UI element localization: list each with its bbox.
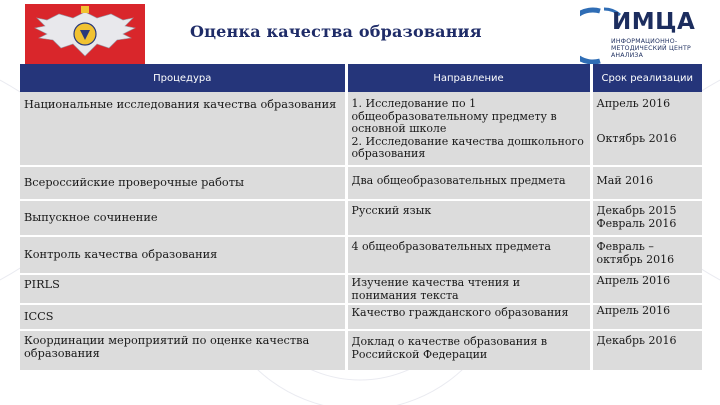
direction-cell: Качество гражданского образования <box>346 304 591 330</box>
table-row <box>20 92 702 166</box>
term-cell: Декабрь 2016 <box>591 330 702 370</box>
procedure-cell: Контроль качества образования <box>20 236 346 274</box>
term-cell <box>591 236 702 274</box>
term-cell <box>591 200 702 236</box>
term-text: Февраль – <box>596 240 654 253</box>
quality-assessment-table <box>20 64 702 370</box>
procedure-cell: Координации мероприятий по оценке качества образования <box>20 330 346 370</box>
page-title: Оценка качества образования <box>190 22 482 41</box>
direction-text: 1. Исследование по 1 общеобразовательному предмету в основной школе <box>351 97 557 135</box>
term-cell: Май 2016 <box>591 166 702 200</box>
procedure-cell: PIRLS <box>20 274 346 304</box>
term-text: октябрь 2016 <box>596 252 675 266</box>
procedure-cell: Выпускное сочинение <box>20 200 346 236</box>
rosobrnadzor-emblem <box>25 4 145 64</box>
table-row <box>20 304 702 330</box>
direction-cell: Два общеобразовательных предмета <box>346 166 591 200</box>
logo-subtitle: ИНФОРМАЦИОННО-МЕТОДИЧЕСКИЙ ЦЕНТР АНАЛИЗА <box>611 38 691 59</box>
term-cell <box>591 92 702 166</box>
term-text: Февраль 2016 <box>596 216 677 230</box>
logo-text: ИМЦА <box>612 9 696 35</box>
direction-cell: Доклад о качестве образования в Российской Федерации <box>346 330 591 370</box>
procedure-text: Национальные исследования качества образования <box>24 98 337 111</box>
table-row <box>20 236 702 274</box>
eagle-emblem-icon <box>25 4 145 64</box>
direction-cell: 4 общеобразовательных предмета <box>346 236 591 274</box>
page-header <box>0 0 720 68</box>
term-text: Октябрь 2016 <box>596 131 677 145</box>
procedure-cell: ICCS <box>20 304 346 330</box>
header-term: Срок реализации <box>591 64 702 92</box>
direction-cell: Изучение качества чтения и понимания текста <box>346 274 591 304</box>
term-cell: Апрель 2016 <box>591 304 702 330</box>
table-header-row <box>20 64 702 92</box>
procedure-cell: Всероссийские проверочные работы <box>20 166 346 200</box>
term-text: Декабрь 2015 <box>596 204 677 217</box>
procedure-cell <box>20 92 346 166</box>
table-row <box>20 200 702 236</box>
direction-cell <box>346 92 591 166</box>
direction-text: 2. Исследование качества дошкольного образования <box>351 134 584 160</box>
table-row <box>20 166 702 200</box>
term-cell: Апрель 2016 <box>591 274 702 304</box>
header-procedure: Процедура <box>20 64 346 92</box>
term-text: Апрель 2016 <box>596 97 671 110</box>
header-direction: Направление <box>346 64 591 92</box>
table-row <box>20 330 702 370</box>
direction-cell: Русский язык <box>346 200 591 236</box>
table-row <box>20 274 702 304</box>
